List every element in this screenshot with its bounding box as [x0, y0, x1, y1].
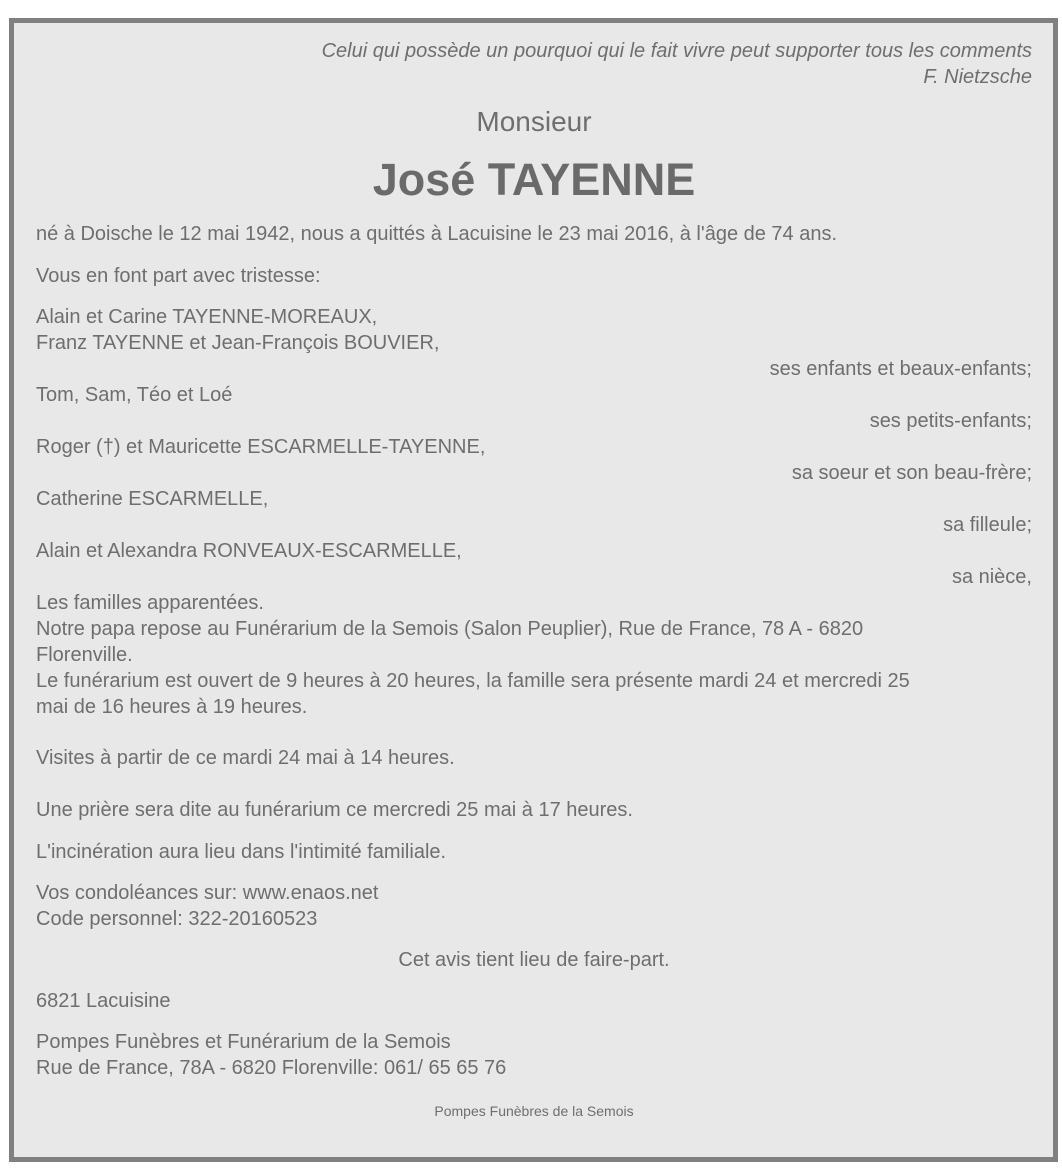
opening-line: Le funérarium est ouvert de 9 heures à 20 heures, la famille sera présente mardi 24 et mercredi 25 [36, 670, 910, 692]
funeral-home-name: Pompes Funèbres et Funérarium de la Semois [36, 1031, 451, 1053]
birth-death-line: né à Doische le 12 mai 1942, nous a quittés à Lacuisine le 23 mai 2016, à l'âge de 74 ans. [36, 223, 838, 245]
family-name: Franz TAYENNE et Jean-François BOUVIER, [36, 332, 440, 354]
repose-line: Notre papa repose au Funérarium de la Semois (Salon Peuplier), Rue de France, 78 A - 6820 [36, 618, 864, 640]
personal-code: Code personnel: 322-20160523 [36, 908, 318, 930]
condolences-line: Vos condoléances sur: www.enaos.net [36, 882, 379, 904]
prayer-line: Une prière sera dite au funérarium ce mercredi 25 mai à 17 heures. [36, 799, 633, 821]
family-relation: sa soeur et son beau-frère; [791, 462, 1032, 484]
family-name: Alain et Carine TAYENNE-MOREAUX, [36, 306, 378, 328]
family-relation: sa nièce, [951, 566, 1032, 588]
family-name: Roger (†) et Mauricette ESCARMELLE-TAYENNE, [36, 436, 486, 458]
visits-line: Visites à partir de ce mardi 24 mai à 14 heures. [36, 747, 455, 769]
opening-line: mai de 16 heures à 19 heures. [36, 696, 308, 718]
funeral-home-address: Rue de France, 78A - 6820 Florenville: 061/ 65 65 76 [36, 1057, 507, 1079]
family-relation: ses enfants et beaux-enfants; [769, 358, 1032, 380]
deceased-name: José TAYENNE [372, 154, 696, 205]
quote-author: F. Nietzsche [923, 66, 1032, 88]
family-name: Tom, Sam, Téo et Loé [36, 384, 233, 406]
family-relation: ses petits-enfants; [869, 410, 1032, 432]
salutation: Monsieur [476, 106, 592, 137]
obituary-card [9, 18, 1058, 1162]
cremation-line: L'incinération aura lieu dans l'intimité familiale. [36, 841, 447, 863]
families-related: Les familles apparentées. [36, 592, 264, 614]
family-name: Catherine ESCARMELLE, [36, 488, 269, 510]
announcement: Vous en font part avec tristesse: [36, 265, 321, 287]
quote-text: Celui qui possède un pourquoi qui le fait vivre peut supporter tous les comments [321, 40, 1032, 62]
repose-line: Florenville. [36, 644, 133, 666]
location-line: 6821 Lacuisine [36, 990, 171, 1012]
notice-line: Cet avis tient lieu de faire-part. [398, 949, 670, 971]
family-name: Alain et Alexandra RONVEAUX-ESCARMELLE, [36, 540, 462, 562]
family-relation: sa filleule; [943, 514, 1032, 536]
footer-credit: Pompes Funèbres de la Semois [434, 1103, 634, 1119]
